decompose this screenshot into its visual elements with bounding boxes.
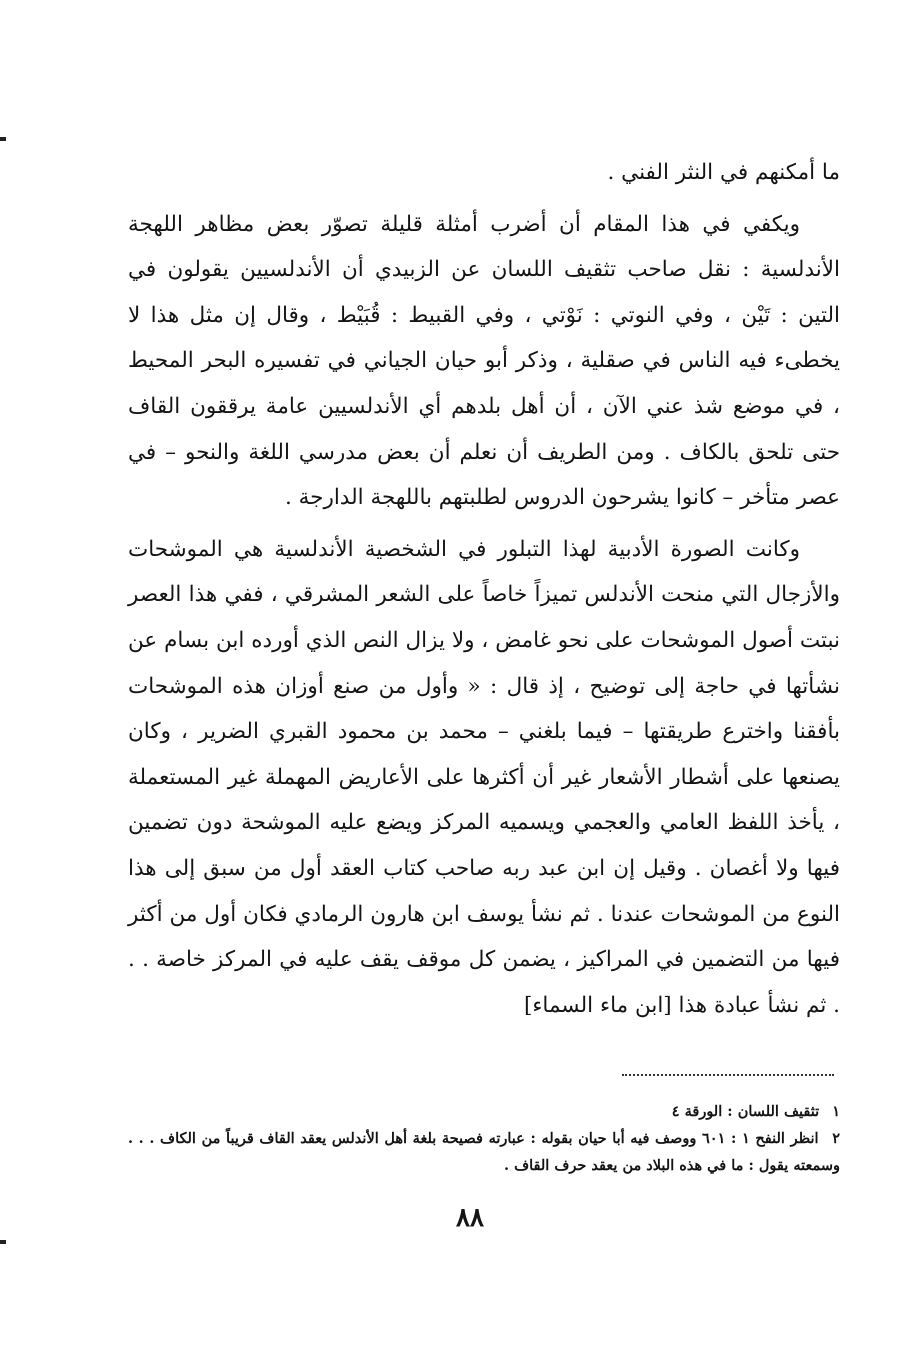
footnotes: [128, 1098, 840, 1179]
page-number: ٨٨: [456, 1203, 484, 1233]
footnote-text: انظر النفح ١ : ٦٠١ ووصف فيه أبا حيان بقوله : عبارته فصيحة بلغة أهل الأندلس يعقد القاف قريباً من الكاف . . . وسمعته يقول : ما في هذه البلاد من يعقد حرف القاف .: [128, 1130, 840, 1174]
main-text: [128, 150, 840, 1028]
footnote-text: تثقيف اللسان : الورقة ٤: [671, 1103, 820, 1120]
scan-edge-mark-bottom: [0, 1240, 6, 1244]
footnote-number: ١: [832, 1103, 840, 1120]
scan-edge-mark-top: [0, 137, 6, 141]
footnote-1: [128, 1098, 840, 1125]
footnote-number: ٢: [832, 1130, 840, 1147]
footnote-2: [128, 1125, 840, 1179]
paragraph-2: ويكفي في هذا المقام أن أضرب أمثلة قليلة تصوّر بعض مظاهر اللهجة الأندلسية : نقل صاحب تثقيف اللسان عن الزبيدي أن الأندلسيين يقولون في التين : تَيْن ، وفي النوتي : نَوْتي ، وفي القبيط : قُبَيْط ، وقال إن مثل هذا لا يخطىء فيه الناس في صقلية ، وذكر أبو حيان الجياني في تفسيره البحر المحيط ، في موضع شذ عني الآن ، أن أهل بلدهم أي الأندلسيين عامة يرققون القاف حتى تلحق بالكاف . ومن الطريف أن نعلم أن بعض مدرسي اللغة والنحو – في عصر متأخر – كانوا يشرحون الدروس لطلبتهم باللهجة الدارجة .: [128, 211, 840, 511]
paragraph-3: وكانت الصورة الأدبية لهذا التبلور في الشخصية الأندلسية هي الموشحات والأزجال التي منحت الأندلس تميزاً خاصاً على الشعر المشرقي ، ففي هذا العصر نبتت أصول الموشحات على نحو غامض ، ولا يزال النص الذي أورده ابن بسام عن نشأتها في حاجة إلى توضيح ، إذ قال : « وأول من صنع أوزان هذه الموشحات بأفقنا واخترع طريقتها – فيما بلغني – محمد بن محمود القبري الضرير ، وكان يصنعها على أشطار الأشعار غير أن أكثرها على الأعاريض المهملة غير المستعملة ، يأخذ اللفظ العامي والعجمي ويسميه المركز ويضع عليه الموشحة دون تضمين فيها ولا أغصان . وقيل إن ابن عبد ربه صاحب كتاب العقد أول من سبق إلى هذا النوع من الموشحات عندنا . ثم نشأ يوسف ابن هارون الرمادي فكان أول من أكثر فيها من التضمين في المراكيز ، يضمن كل موقف يقف عليه في المركز خاصة . . . ثم نشأ عبادة هذا [ابن ماء السماء]: [128, 536, 840, 1018]
paragraph-1: ما أمكنهم في النثر الفني .: [607, 160, 840, 185]
footnote-separator: [622, 1074, 834, 1076]
